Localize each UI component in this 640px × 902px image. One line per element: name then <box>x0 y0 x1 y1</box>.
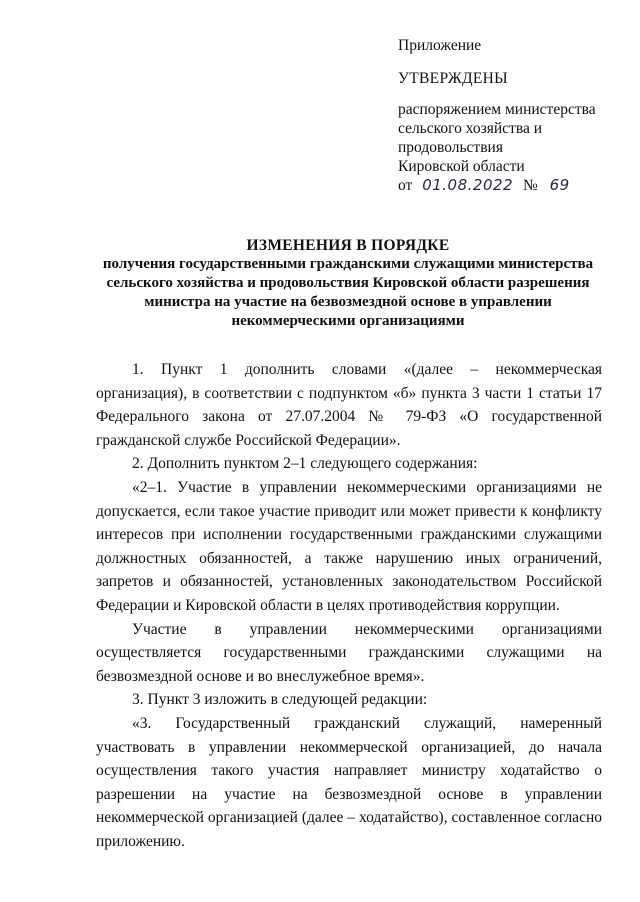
order-line-2: сельского хозяйства и <box>398 120 542 137</box>
appendix-label: Приложение <box>398 37 482 54</box>
paragraph-3: «2–1. Участие в управлении некоммерческими организациями не допускается, если такое участие приводит или может привести к конфликту интересов при исполнении государственными гражданскими служащими должностных обязанностей, а также нарушению иных ограничений, запретов и обязанностей, установленных законодательством Российской Федерации и Кировской области в целях противодействия коррупции. <box>96 478 602 614</box>
approval-stamp <box>398 36 618 195</box>
document-body <box>96 358 602 853</box>
title-heading: ИЗМЕНЕНИЯ В ПОРЯДКЕ <box>246 237 450 254</box>
document-title <box>96 236 600 331</box>
order-line-4: Кировской области <box>398 158 525 175</box>
paragraph-1: 1. Пункт 1 дополнить словами «(далее – некоммерческая организация), в соответствии с подпунктом «б» пункта 3 части 1 статьи 17 Федерального закона от 27.07.2004 № 79-ФЗ «О государственной гражданской службе Российской Федерации». <box>96 361 602 449</box>
paragraph-5: 3. Пункт 3 изложить в следующей редакции: <box>132 691 428 709</box>
date-prefix: от <box>398 177 413 194</box>
handwritten-date: 01.08.2022 <box>422 176 514 194</box>
number-sign: № <box>522 177 538 194</box>
approved-label: УТВЕРЖДЕНЫ <box>398 70 508 87</box>
order-line-3: продовольствия <box>398 139 503 156</box>
title-subtitle: получения государственными гражданскими служащими министерства сельского хозяйства и продовольствия Кировской области разрешения министра на участие на безвозмездной основе в управлении некоммерческими организациями <box>102 256 594 329</box>
paragraph-6: «3. Государственный гражданский служащий, намеренный участвовать в управлении некоммерческой организацией, до начала осуществления такого участия направляет министру ходатайство о разрешении на участие на безвозмездной основе в управлении некоммерческой организацией (далее – ходатайство), составленное согласно приложению. <box>96 714 602 850</box>
order-line-1: распоряжением министерства <box>398 101 596 118</box>
paragraph-2: 2. Дополнить пунктом 2–1 следующего содержания: <box>132 455 478 473</box>
paragraph-4: Участие в управлении некоммерческими организациями осуществляется государственными гражданскими служащими на безвозмездной основе и во внеслужебное время». <box>96 620 602 685</box>
order-date-line <box>398 176 618 195</box>
handwritten-number: 69 <box>549 176 570 194</box>
